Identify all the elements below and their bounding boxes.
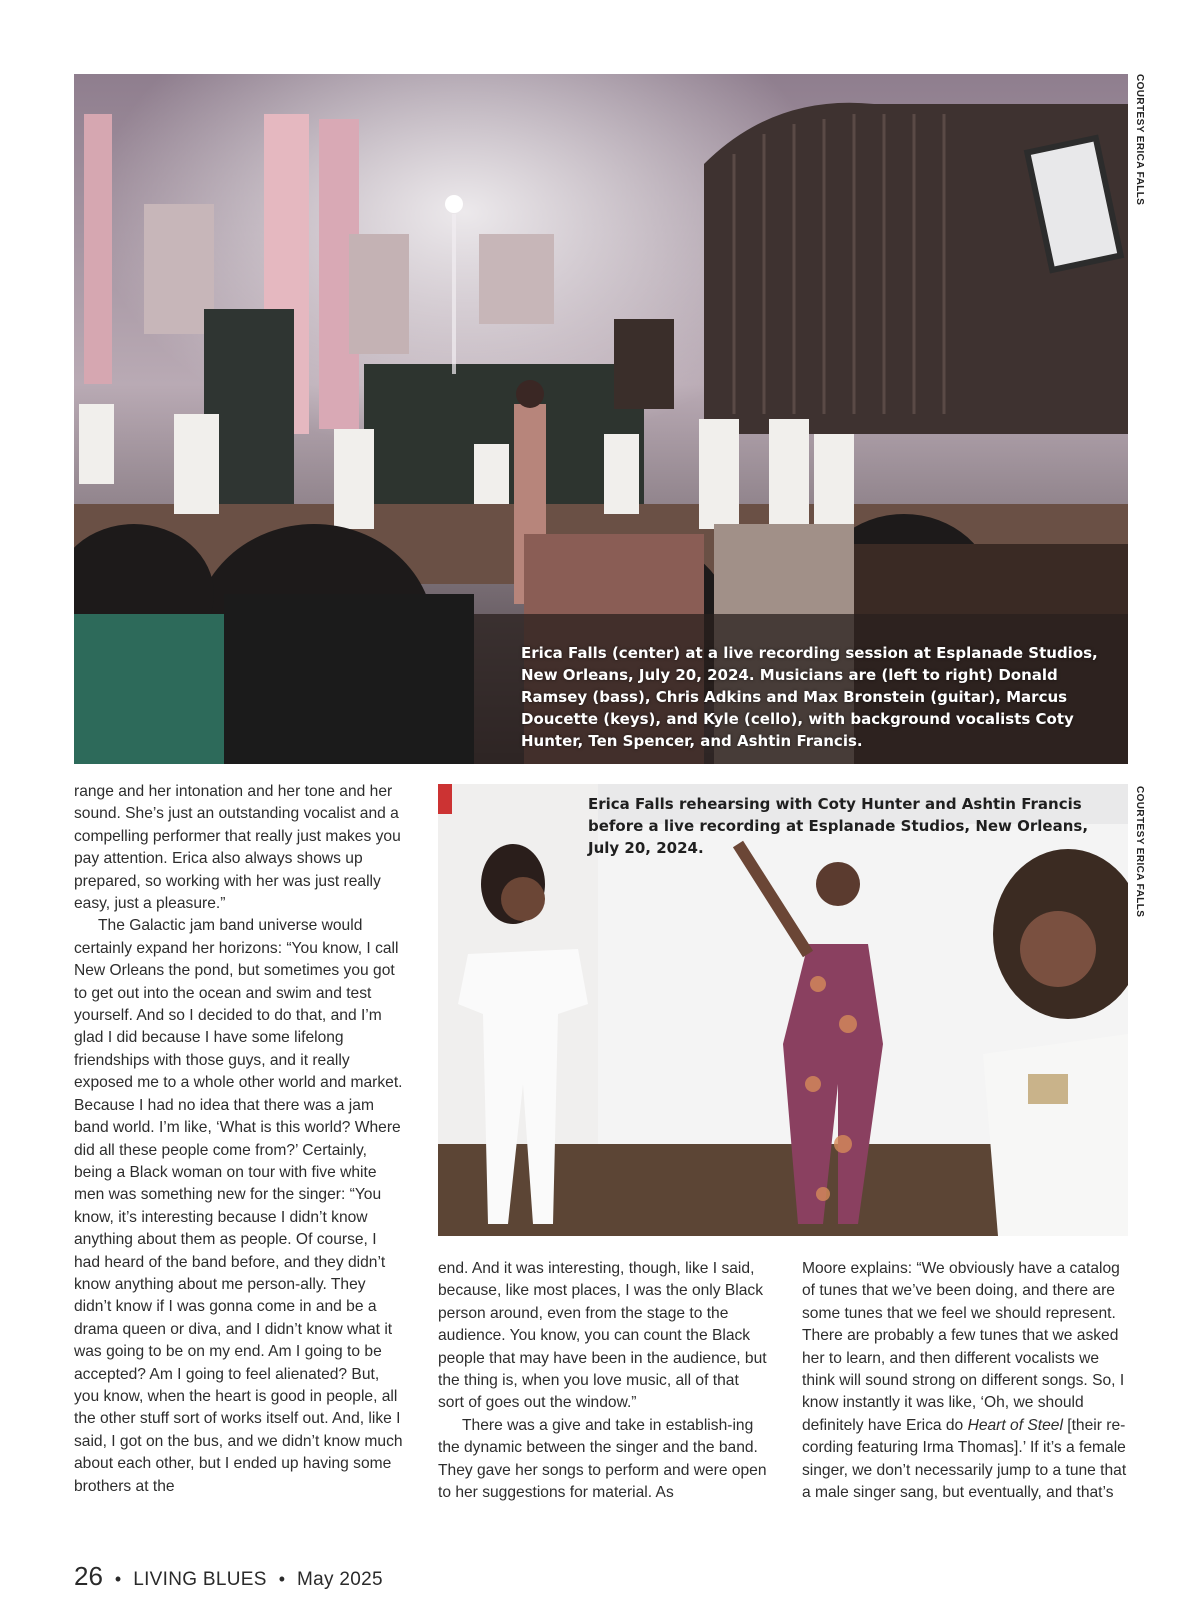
page-number: 26 bbox=[74, 1561, 103, 1591]
publication-name: LIVING BLUES bbox=[133, 1569, 267, 1590]
issue-date: May 2025 bbox=[297, 1569, 383, 1590]
photo-caption-top: Erica Falls (center) at a live recording session at Esplanade Studios, New Orleans, July 20, 2024. Musicians are (left to right) Donald Ramsey (bass), Chris Adkins and Max Bronstein (guitar), Marcus Doucette (keys), and Kyle (cello), with background vocalists Coty Hunter, Ten Spencer, and Ashtin Francis. bbox=[521, 644, 1098, 750]
page-footer bbox=[74, 1561, 383, 1592]
paragraph: The Galactic jam band universe would certainly expand her horizons: “You know, I call New Orleans the pond, but sometimes you got to get out into the ocean and swim and test yourself. And so I decided to do that, and I’m glad I did because I have some lifelong friendships with those guys, and it really exposed me to a whole other world and market. Because I had no idea that there was a jam band world. I’m like, ‘What is this world? Where did all these people come from?’ Certainly, being a Black woman on tour with five white men was something new for the singer: “You know, it’s interesting because I didn’t know anything about them as people. Of course, I had heard of the band before, and they didn’t know anything about me person-ally. They didn’t know if I was gonna come in and be a drama queen or diva, and I didn’t know what it was going to be on my end. Am I going to be accepted? Am I going to feel alienated? But, you know, when the heart is good in people, all the other stuff sort of works itself out. And, like I said, I got on the bus, and we didn’t know much about each other, but I ended up having some brothers at the bbox=[74, 917, 403, 1495]
text-run: [their re-cording featuring Irma Thomas].’ If it’s a female singer, we don’t necessarily jump to a tune that a male singer sang, but eventually, and that’s bbox=[802, 1416, 1127, 1502]
paragraph: There was a give and take in establish-ing the dynamic between the singer and the band. They gave her songs to perform and were open to her suggestions for material. As bbox=[438, 1416, 767, 1502]
paragraph bbox=[802, 1258, 1132, 1504]
article-column-right bbox=[802, 1258, 1132, 1504]
separator: • bbox=[278, 1569, 286, 1589]
photo-credit-middle: COURTESY ERICA FALLS bbox=[1134, 786, 1145, 918]
text-run: Moore explains: “We obviously have a catalog of tunes that we’ve been doing, and there are some tunes that we feel we should represent. There are probably a few tunes that we asked her to learn, and then different vocalists we think will sound strong on different songs. So, I know instantly it was like, ‘Oh, we should definitely have Erica do bbox=[802, 1260, 1125, 1434]
paragraph: end. And it was interesting, though, like I said, because, like most places, I was the only Black person around, even from the stage to the audience. You know, you can count the Black people that may have been in the audience, but the thing is, when you love music, all of that sort of goes out the window.” bbox=[438, 1260, 767, 1412]
paragraph: range and her intonation and her tone and her sound. She’s just an outstanding vocalist and a compelling performer that really just makes you pay attention. Erica also always shows up prepared, so working with her was just really easy, just a pleasure.” bbox=[74, 783, 401, 913]
photo-credit-top: COURTESY ERICA FALLS bbox=[1134, 74, 1145, 206]
separator: • bbox=[114, 1569, 122, 1589]
song-title: Heart of Steel bbox=[967, 1416, 1063, 1434]
photo-caption-middle: Erica Falls rehearsing with Coty Hunter and Ashtin Francis before a live recording at Esplanade Studios, New Orleans, July 20, 2024. bbox=[588, 795, 1089, 857]
article-column-left bbox=[74, 781, 404, 1498]
article-column-middle bbox=[438, 1258, 768, 1504]
